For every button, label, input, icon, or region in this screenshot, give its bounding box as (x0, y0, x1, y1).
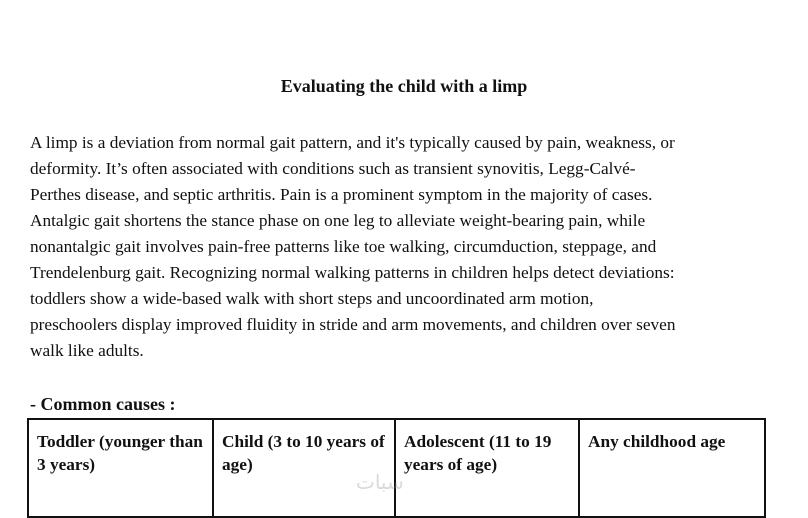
paragraph-line: Perthes disease, and septic arthritis. Pain is a prominent symptom in the majority of cases. (30, 185, 653, 204)
header-toddler: Toddler (younger than 3 years) (28, 419, 213, 517)
paragraph-line: A limp is a deviation from normal gait pattern, and it's typically caused by pain, weakness, or (30, 133, 675, 152)
header-child: Child (3 to 10 years of age) (213, 419, 395, 517)
paragraph-line: Antalgic gait shortens the stance phase on one leg to alleviate weight-bearing pain, while (30, 211, 646, 230)
header-adolescent: Adolescent (11 to 19 years of age) (395, 419, 579, 517)
paragraph-line: nonantalgic gait involves pain-free patterns like toe walking, circumduction, steppage, and (30, 237, 657, 256)
common-causes-heading: - Common causes : (30, 394, 176, 414)
paragraph-line: preschoolers display improved fluidity in stride and arm movements, and children over seven (30, 315, 676, 334)
common-causes-table (27, 418, 766, 518)
intro-paragraph (30, 130, 778, 364)
paragraph-line: walk like adults. (30, 341, 144, 360)
document-title: Evaluating the child with a limp (280, 76, 528, 96)
paragraph-line: deformity. It’s often associated with conditions such as transient synovitis, Legg-Calvé- (30, 159, 636, 178)
header-any-age: Any childhood age (579, 419, 765, 517)
watermark: سبات (356, 470, 404, 494)
paragraph-line: toddlers show a wide-based walk with short steps and uncoordinated arm motion, (30, 289, 594, 308)
paragraph-line: Trendelenburg gait. Recognizing normal walking patterns in children helps detect deviations: (30, 263, 675, 282)
table-header-row (28, 419, 765, 517)
